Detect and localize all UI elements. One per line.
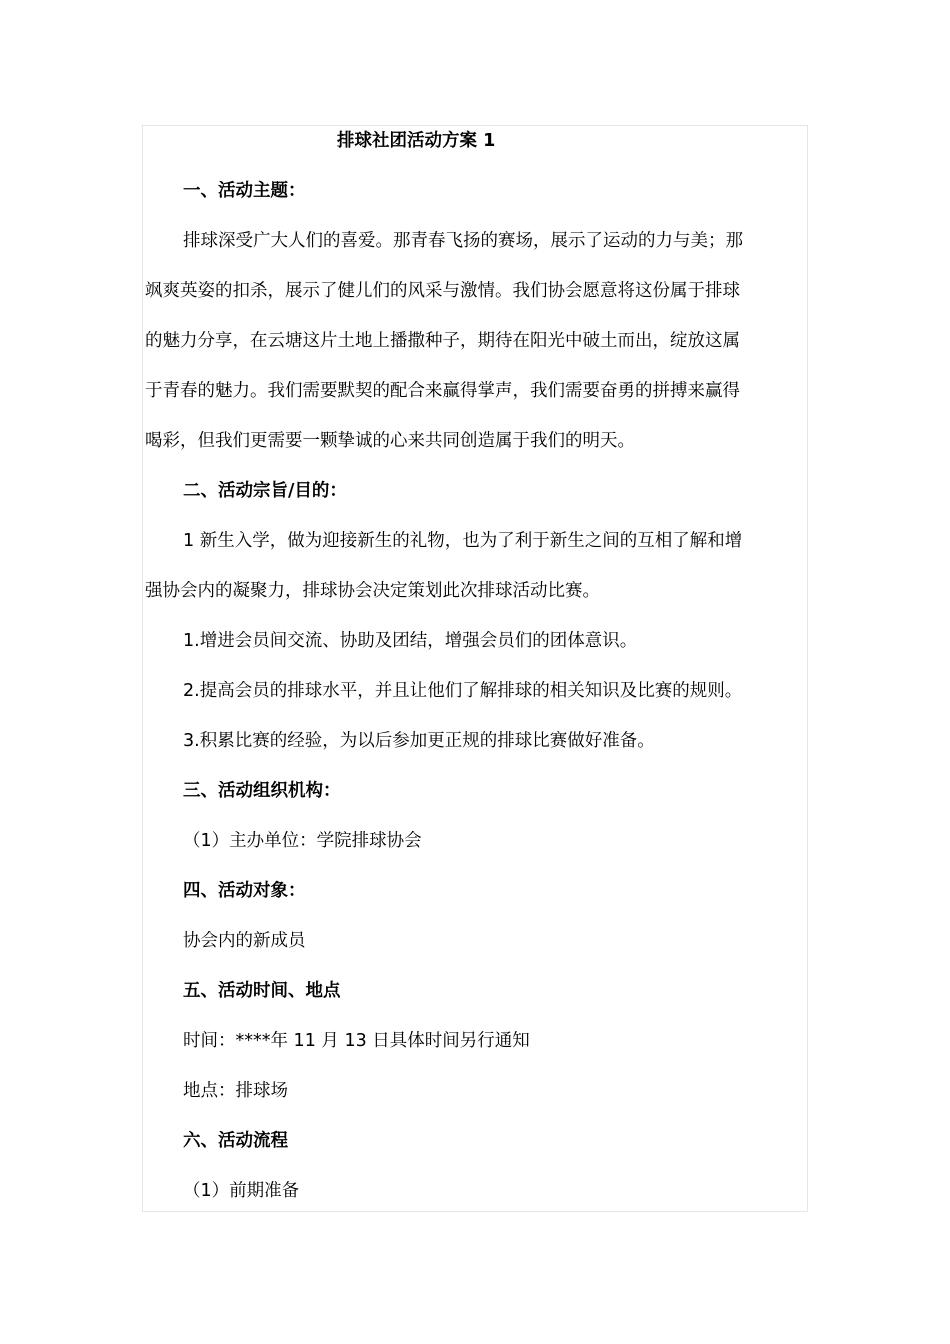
section-heading-organization: 三、活动组织机构：: [183, 781, 341, 801]
paragraph-line: 喝彩，但我们更需要一颗挚诚的心来共同创造属于我们的明天。: [145, 431, 635, 451]
list-item: （1）主办单位：学院排球协会: [183, 831, 422, 851]
list-item: 1.增进会员间交流、协助及团结，增强会员们的团体意识。: [183, 631, 638, 651]
paragraph-line: 于青春的魅力。我们需要默契的配合来赢得掌声，我们需要奋勇的拼搏来赢得: [145, 381, 740, 401]
section-heading-purpose: 二、活动宗旨/目的：: [183, 481, 347, 501]
paragraph-line: 飒爽英姿的扣杀，展示了健儿们的风采与激情。我们协会愿意将这份属于排球: [145, 281, 740, 301]
paragraph-line: 强协会内的凝聚力，排球协会决定策划此次排球活动比赛。: [145, 581, 600, 601]
document-title: 排球社团活动方案 1: [337, 131, 496, 151]
list-item: 3.积累比赛的经验，为以后参加更正规的排球比赛做好准备。: [183, 731, 655, 751]
section-heading-audience: 四、活动对象：: [183, 881, 306, 901]
document-page: [142, 125, 808, 1212]
list-item: 2.提高会员的排球水平，并且让他们了解排球的相关知识及比赛的规则。: [183, 681, 743, 701]
section-heading-process: 六、活动流程: [183, 1131, 288, 1151]
paragraph-line: 时间：****年 11 月 13 日具体时间另行通知: [183, 1031, 530, 1051]
paragraph-line: 1 新生入学，做为迎接新生的礼物，也为了利于新生之间的互相了解和增: [183, 531, 743, 551]
paragraph-line: 排球深受广大人们的喜爱。那青春飞扬的赛场，展示了运动的力与美；那: [183, 231, 743, 251]
paragraph-line: 协会内的新成员: [183, 931, 306, 951]
section-heading-theme: 一、活动主题：: [183, 181, 306, 201]
paragraph-line: 的魅力分享，在云塘这片土地上播撒种子，期待在阳光中破土而出，绽放这属: [145, 331, 740, 351]
paragraph-line: 地点：排球场: [183, 1081, 288, 1101]
list-item: （1）前期准备: [183, 1181, 300, 1201]
section-heading-time-place: 五、活动时间、地点: [183, 981, 341, 1001]
